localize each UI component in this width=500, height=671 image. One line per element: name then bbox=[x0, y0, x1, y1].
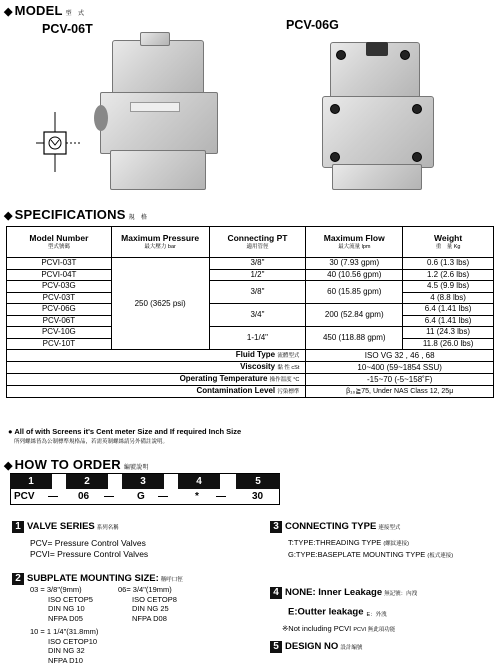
valve-photo-right bbox=[316, 36, 441, 196]
prop-row-temperature: Operating Temperature 操作溫度 °C -15~70 (-5~158˚F) bbox=[7, 374, 494, 386]
note-english: ● All of with Screens it's Cent meter Size and If required Inch Size bbox=[8, 427, 242, 436]
header-pressure: Maximum Pressure 最大壓力 bar bbox=[111, 227, 209, 258]
section-connecting-type: 3 CONNECTING TYPE 連接型式 T:TYPE:THREADING TYPE (螺紋連接) G:TYPE:BASEPLATE MOUNTING TYPE (板式連接) bbox=[270, 518, 453, 561]
model-label-right: PCV-06G bbox=[286, 18, 339, 32]
list-item: T:TYPE:THREADING TYPE (螺紋連接) bbox=[288, 538, 409, 547]
table-row: PCV-10G 1-1/4" 450 (118.88 gpm) 11 (24.3 lbs) bbox=[7, 327, 494, 339]
pressure-cell: 250 (3625 psi) bbox=[111, 258, 209, 350]
diamond-icon: ◆ bbox=[4, 460, 13, 472]
order-dash: — bbox=[104, 491, 114, 502]
order-box-4: 4 bbox=[178, 474, 220, 489]
list-item: G:TYPE:BASEPLATE MOUNTING TYPE (板式連接) bbox=[288, 549, 454, 559]
note-chinese: 所列螺絲皆為公制標準規格品，若需英制螺絲請另外備註說明。 bbox=[14, 439, 169, 445]
section-leakage: 4 NONE: Inner Leakage 無記號：內洩 E:Outter leakage E：外洩 ※Not including PCVI PCVI 無此項功能 bbox=[270, 584, 417, 636]
order-value-type: G bbox=[137, 491, 145, 502]
prop-row-viscosity: Viscosity 黏 性 cSt 10~400 (59~1854 SSU) bbox=[7, 362, 494, 374]
header-model: Model Number 型式號碼 bbox=[7, 227, 112, 258]
order-heading: ◆ HOW TO ORDER 編號說明 bbox=[4, 457, 149, 472]
section-subplate-size: 2 SUBPLATE MOUNTING SIZE: 稱呼口徑 bbox=[12, 570, 183, 588]
order-box-3: 3 bbox=[122, 474, 164, 489]
section-design-no: 5 DESIGN NO 設計編號 bbox=[270, 638, 362, 656]
order-dash: — bbox=[216, 491, 226, 502]
model-heading: ◆ MODEL 型 式 bbox=[4, 3, 85, 18]
subplate-col-06: 06= 3/4"(19mm) ISO CETOP8 DIN NG 25 NFPA D08 bbox=[118, 585, 177, 623]
order-dash: — bbox=[48, 491, 58, 502]
order-dash: — bbox=[158, 491, 168, 502]
order-value-leakage: * bbox=[195, 491, 199, 502]
diamond-icon: ◆ bbox=[4, 6, 13, 18]
header-weight: Weight 重 量 Kg bbox=[403, 227, 494, 258]
table-row: PCV-06G 3/4" 200 (52.84 gpm) 6.4 (1.41 lbs) bbox=[7, 304, 494, 316]
order-box-2: 2 bbox=[66, 474, 108, 489]
order-value-size: 06 bbox=[78, 491, 90, 502]
list-item: PCV= Pressure Control Valves bbox=[30, 538, 146, 548]
hydraulic-symbol-icon bbox=[30, 112, 94, 192]
order-value-design: 30 bbox=[252, 491, 264, 502]
order-value-series: PCV bbox=[14, 491, 35, 502]
list-item: PCVI= Pressure Control Valves bbox=[30, 549, 149, 559]
subplate-col-10: 10 = 1 1/4"(31.8mm) ISO CETOP10 DIN NG 32 NFPA D10 bbox=[30, 627, 99, 665]
table-row: PCV-10T 11.8 (26.0 lbs) bbox=[7, 338, 494, 350]
header-connecting: Connecting PT 適用管徑 bbox=[209, 227, 306, 258]
valve-photo-left bbox=[100, 30, 230, 200]
section-valve-series: 1 VALVE SERIES 系列名稱 PCV= Pressure Control Valves PCVI= Pressure Control Valves bbox=[12, 518, 148, 560]
header-flow: Maximum Flow 最大流量 lpm bbox=[306, 227, 403, 258]
order-box-5: 5 bbox=[236, 474, 280, 489]
prop-row-fluid: Fluid Type 流體型式 ISO VG 32 , 46 , 68 bbox=[7, 350, 494, 362]
spec-header-row bbox=[7, 227, 494, 258]
subplate-col-03: 03 = 3/8"(9mm) ISO CETOP5 DIN NG 10 NFPA D05 bbox=[30, 585, 93, 623]
order-box-1: 1 bbox=[10, 474, 52, 489]
table-row: PCVI-04T 1/2" 40 (10.56 gpm) 1.2 (2.6 lbs) bbox=[7, 269, 494, 281]
model-label-left: PCV-06T bbox=[42, 22, 93, 36]
prop-row-contamination: Contamination Level 污染標準 β₁₀≧75, Under NAS Class 12, 25μ bbox=[7, 386, 494, 398]
table-row: PCV-03G 3/8" 60 (15.85 gpm) 4.5 (9.9 lbs) bbox=[7, 281, 494, 293]
table-row: PCV-06T 6.4 (1.41 lbs) bbox=[7, 315, 494, 327]
spec-table bbox=[6, 226, 494, 398]
table-row: PCVI-03T 250 (3625 psi) 3/8" 30 (7.93 gpm) 0.6 (1.3 lbs) bbox=[7, 258, 494, 270]
table-row: PCV-03T 4 (8.8 lbs) bbox=[7, 292, 494, 304]
spec-heading: ◆ SPECIFICATIONS 規 格 bbox=[4, 207, 148, 222]
diamond-icon: ◆ bbox=[4, 210, 13, 222]
